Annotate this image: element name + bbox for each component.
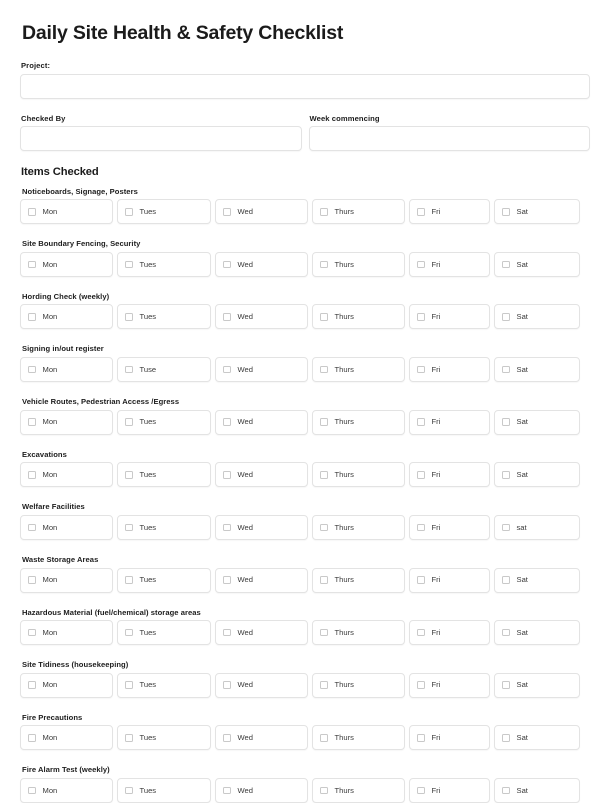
day-checkbox-cell[interactable] xyxy=(494,725,580,750)
checkbox-icon[interactable] xyxy=(320,366,328,374)
checkbox-icon[interactable] xyxy=(502,629,510,637)
day-label: Fri xyxy=(431,470,441,479)
day-checkbox-cell[interactable] xyxy=(312,304,405,329)
checkbox-icon[interactable] xyxy=(320,524,328,532)
day-checkbox-cell[interactable] xyxy=(494,410,580,435)
checkbox-icon[interactable] xyxy=(223,681,231,689)
day-label: Sat xyxy=(516,206,528,216)
day-checkbox-cell[interactable] xyxy=(494,778,580,803)
checkbox-icon[interactable] xyxy=(502,471,510,479)
checkbox-icon[interactable] xyxy=(320,576,328,584)
day-label: Wed xyxy=(237,312,253,322)
checkbox-icon[interactable] xyxy=(320,418,328,426)
day-checkbox-cell[interactable] xyxy=(312,673,405,698)
checkbox-icon[interactable] xyxy=(417,681,425,689)
day-cells xyxy=(20,673,590,698)
day-label: Wed xyxy=(237,680,253,690)
day-label: Mon xyxy=(42,312,58,322)
day-label: Fri xyxy=(431,575,441,585)
day-checkbox-cell[interactable] xyxy=(20,410,113,435)
day-checkbox-cell[interactable] xyxy=(312,778,405,803)
day-checkbox-cell[interactable] xyxy=(409,568,490,593)
day-label: Mon xyxy=(42,522,58,532)
checkbox-icon[interactable] xyxy=(125,471,133,479)
project-label: Project: xyxy=(21,61,51,71)
day-label: Thurs xyxy=(334,470,354,479)
day-checkbox-cell[interactable] xyxy=(312,410,405,435)
checkbox-icon[interactable] xyxy=(28,524,36,532)
day-checkbox-cell[interactable] xyxy=(117,515,211,540)
checklist-row xyxy=(20,555,590,593)
day-cells xyxy=(20,462,590,487)
day-label: Wed xyxy=(237,627,253,637)
day-label: Fri xyxy=(431,259,441,269)
checklist-row xyxy=(20,239,590,277)
checkbox-icon[interactable] xyxy=(28,629,36,637)
day-label: Tues xyxy=(139,470,157,479)
day-checkbox-cell[interactable] xyxy=(117,778,211,803)
checklist xyxy=(20,187,590,803)
day-checkbox-cell[interactable] xyxy=(494,304,580,329)
checkbox-icon[interactable] xyxy=(502,366,510,374)
day-checkbox-cell[interactable] xyxy=(215,725,308,750)
day-checkbox-cell[interactable] xyxy=(20,199,113,224)
day-label: Tues xyxy=(139,785,157,795)
day-checkbox-cell[interactable] xyxy=(215,778,308,803)
day-checkbox-cell[interactable] xyxy=(312,620,405,645)
day-checkbox-cell[interactable] xyxy=(409,462,490,487)
day-label: Sat xyxy=(516,575,528,585)
day-checkbox-cell[interactable] xyxy=(117,304,211,329)
day-checkbox-cell[interactable] xyxy=(117,620,211,645)
checkbox-icon[interactable] xyxy=(502,524,510,532)
checklist-row-label: Waste Storage Areas xyxy=(22,554,99,564)
day-checkbox-cell[interactable] xyxy=(215,304,308,329)
day-label: Thurs xyxy=(334,312,354,322)
day-cells xyxy=(20,410,590,435)
day-label: Tues xyxy=(139,522,157,532)
day-cells xyxy=(20,199,590,224)
day-label: Thurs xyxy=(334,522,354,532)
checkbox-icon[interactable] xyxy=(28,261,36,269)
day-label: Sat xyxy=(516,417,528,427)
checkbox-icon[interactable] xyxy=(125,261,133,269)
checkbox-icon[interactable] xyxy=(223,313,231,321)
day-checkbox-cell[interactable] xyxy=(409,778,490,803)
checkbox-icon[interactable] xyxy=(502,787,510,795)
day-checkbox-cell[interactable] xyxy=(312,357,405,382)
checklist-row xyxy=(20,502,590,540)
checkbox-icon[interactable] xyxy=(125,208,133,216)
checkbox-icon[interactable] xyxy=(417,313,425,321)
day-cells xyxy=(20,357,590,382)
checkbox-icon[interactable] xyxy=(223,576,231,584)
week-commencing-input[interactable] xyxy=(309,126,591,151)
day-checkbox-cell[interactable] xyxy=(494,515,580,540)
day-label: Sat xyxy=(516,364,528,374)
day-label: Thurs xyxy=(334,575,354,585)
checklist-row-label: Vehicle Routes, Pedestrian Access /Egress xyxy=(22,397,180,407)
day-checkbox-cell[interactable] xyxy=(409,199,490,224)
checkbox-icon[interactable] xyxy=(125,681,133,689)
checkbox-icon[interactable] xyxy=(502,418,510,426)
day-label: Fri xyxy=(431,417,441,427)
day-checkbox-cell[interactable] xyxy=(117,252,211,277)
day-checkbox-cell[interactable] xyxy=(494,568,580,593)
day-checkbox-cell[interactable] xyxy=(117,673,211,698)
checkbox-icon[interactable] xyxy=(320,313,328,321)
day-checkbox-cell[interactable] xyxy=(117,410,211,435)
day-label: Tues xyxy=(139,312,157,322)
day-checkbox-cell[interactable] xyxy=(312,568,405,593)
day-label: Tues xyxy=(139,733,157,743)
checkbox-icon[interactable] xyxy=(223,629,231,637)
day-label: Mon xyxy=(42,680,58,690)
checkbox-icon[interactable] xyxy=(125,313,133,321)
checkbox-icon[interactable] xyxy=(28,681,36,689)
checkbox-icon[interactable] xyxy=(320,734,328,742)
day-label: Thurs xyxy=(334,785,354,795)
checkbox-icon[interactable] xyxy=(417,471,425,479)
day-cells xyxy=(20,778,590,803)
day-checkbox-cell[interactable] xyxy=(117,462,211,487)
checkbox-icon[interactable] xyxy=(320,681,328,689)
checklist-row-label: Site Tidiness (housekeeping) xyxy=(22,660,129,670)
checkbox-icon[interactable] xyxy=(223,261,231,269)
checkbox-icon[interactable] xyxy=(417,576,425,584)
day-label: Sat xyxy=(516,680,528,690)
checkbox-icon[interactable] xyxy=(417,524,425,532)
checklist-row-label: Fire Precautions xyxy=(22,712,83,722)
day-checkbox-cell[interactable] xyxy=(117,725,211,750)
checklist-row-label: Site Boundary Fencing, Security xyxy=(22,239,141,249)
checkbox-icon[interactable] xyxy=(125,576,133,584)
checklist-row xyxy=(20,187,590,225)
meta-fields-row xyxy=(20,114,590,151)
day-checkbox-cell[interactable] xyxy=(494,357,580,382)
day-label: Mon xyxy=(42,470,58,479)
day-label: Thurs xyxy=(334,206,354,216)
checklist-row-label: Hording Check (weekly) xyxy=(22,291,110,301)
day-label: Mon xyxy=(42,417,58,427)
checkbox-icon[interactable] xyxy=(417,208,425,216)
day-checkbox-cell[interactable] xyxy=(117,568,211,593)
day-checkbox-cell[interactable] xyxy=(494,252,580,277)
checkbox-icon[interactable] xyxy=(28,366,36,374)
checklist-row xyxy=(20,765,590,803)
day-checkbox-cell[interactable] xyxy=(494,462,580,487)
day-checkbox-cell[interactable] xyxy=(20,778,113,803)
day-label: Fri xyxy=(431,680,441,690)
checkbox-icon[interactable] xyxy=(28,787,36,795)
day-checkbox-cell[interactable] xyxy=(215,199,308,224)
day-label: Sat xyxy=(516,627,528,637)
day-label: Thurs xyxy=(334,417,354,427)
checkbox-icon[interactable] xyxy=(417,787,425,795)
day-label: Tues xyxy=(139,680,157,690)
checkbox-icon[interactable] xyxy=(502,208,510,216)
day-checkbox-cell[interactable] xyxy=(312,252,405,277)
checked-by-label: Checked By xyxy=(21,113,66,123)
day-label: Thurs xyxy=(334,627,354,637)
checkbox-icon[interactable] xyxy=(223,366,231,374)
day-checkbox-cell[interactable] xyxy=(215,673,308,698)
day-label: Tues xyxy=(139,575,157,585)
day-label: Wed xyxy=(237,522,253,532)
day-label: Mon xyxy=(42,259,58,269)
day-label: Mon xyxy=(42,785,58,795)
day-label: Thurs xyxy=(334,259,354,269)
day-checkbox-cell[interactable] xyxy=(215,568,308,593)
checkbox-icon[interactable] xyxy=(28,418,36,426)
day-checkbox-cell[interactable] xyxy=(312,462,405,487)
checkbox-icon[interactable] xyxy=(223,418,231,426)
checkbox-icon[interactable] xyxy=(28,313,36,321)
checkbox-icon[interactable] xyxy=(125,734,133,742)
day-checkbox-cell[interactable] xyxy=(215,410,308,435)
day-checkbox-cell[interactable] xyxy=(20,725,113,750)
checked-by-input[interactable] xyxy=(20,126,302,151)
checklist-row xyxy=(20,713,590,751)
day-checkbox-cell[interactable] xyxy=(312,199,405,224)
day-checkbox-cell[interactable] xyxy=(117,357,211,382)
checklist-row-label: Excavations xyxy=(22,449,67,459)
checkbox-icon[interactable] xyxy=(125,418,133,426)
day-label: Wed xyxy=(237,417,253,427)
day-checkbox-cell[interactable] xyxy=(20,673,113,698)
checkbox-icon[interactable] xyxy=(320,471,328,479)
day-checkbox-cell[interactable] xyxy=(215,515,308,540)
week-commencing-field-group xyxy=(309,114,591,151)
checkbox-icon[interactable] xyxy=(125,629,133,637)
day-label: Sat xyxy=(516,470,528,479)
checklist-row xyxy=(20,292,590,330)
day-label: Thurs xyxy=(334,733,354,743)
day-cells xyxy=(20,515,590,540)
day-label: Fri xyxy=(431,522,441,532)
checkbox-icon[interactable] xyxy=(223,471,231,479)
checkbox-icon[interactable] xyxy=(223,524,231,532)
checkbox-icon[interactable] xyxy=(320,787,328,795)
checklist-row-label: Welfare Facilities xyxy=(22,502,85,512)
day-label: Wed xyxy=(237,259,253,269)
day-checkbox-cell[interactable] xyxy=(494,620,580,645)
checkbox-icon[interactable] xyxy=(28,471,36,479)
day-checkbox-cell[interactable] xyxy=(20,304,113,329)
day-checkbox-cell[interactable] xyxy=(20,568,113,593)
day-checkbox-cell[interactable] xyxy=(409,304,490,329)
day-label: Mon xyxy=(42,206,58,216)
day-checkbox-cell[interactable] xyxy=(215,357,308,382)
day-label: Fri xyxy=(431,785,441,795)
day-cells xyxy=(20,620,590,645)
day-label: Fri xyxy=(431,206,441,216)
day-label: Mon xyxy=(42,364,58,374)
day-checkbox-cell[interactable] xyxy=(312,515,405,540)
day-label: Fri xyxy=(431,733,441,743)
day-label: Tues xyxy=(139,206,157,216)
checkbox-icon[interactable] xyxy=(28,208,36,216)
day-label: Mon xyxy=(42,733,58,743)
day-label: Tues xyxy=(139,417,157,427)
checklist-row xyxy=(20,660,590,698)
day-checkbox-cell[interactable] xyxy=(409,673,490,698)
day-label: Sat xyxy=(516,259,528,269)
checkbox-icon[interactable] xyxy=(320,629,328,637)
checklist-row-label: Hazardous Material (fuel/chemical) storage areas xyxy=(22,607,201,617)
day-label: Tues xyxy=(139,259,157,269)
checkbox-icon[interactable] xyxy=(502,576,510,584)
checkbox-icon[interactable] xyxy=(320,208,328,216)
checkbox-icon[interactable] xyxy=(502,261,510,269)
day-checkbox-cell[interactable] xyxy=(215,462,308,487)
day-label: Mon xyxy=(42,627,58,637)
day-label: Wed xyxy=(237,470,253,479)
day-label: Mon xyxy=(42,575,58,585)
day-label: Fri xyxy=(431,364,441,374)
day-checkbox-cell[interactable] xyxy=(494,673,580,698)
checkbox-icon[interactable] xyxy=(223,734,231,742)
checkbox-icon[interactable] xyxy=(417,366,425,374)
checklist-row-label: Noticeboards, Signage, Posters xyxy=(22,186,138,196)
checkbox-icon[interactable] xyxy=(320,261,328,269)
day-label: Sat xyxy=(516,785,528,795)
checklist-row xyxy=(20,608,590,646)
checked-by-field-group xyxy=(20,114,302,151)
day-checkbox-cell[interactable] xyxy=(20,515,113,540)
day-cells xyxy=(20,725,590,750)
day-label: Fri xyxy=(431,312,441,322)
day-checkbox-cell[interactable] xyxy=(409,515,490,540)
checkbox-icon[interactable] xyxy=(125,366,133,374)
week-commencing-label: Week commencing xyxy=(309,113,380,123)
project-field-group xyxy=(20,61,590,98)
checkbox-icon[interactable] xyxy=(28,734,36,742)
day-label: Fri xyxy=(431,627,441,637)
checkbox-icon[interactable] xyxy=(417,734,425,742)
checkbox-icon[interactable] xyxy=(223,208,231,216)
day-checkbox-cell[interactable] xyxy=(20,620,113,645)
checkbox-icon[interactable] xyxy=(417,629,425,637)
day-cells xyxy=(20,304,590,329)
day-label: Wed xyxy=(237,206,253,216)
day-label: Wed xyxy=(237,785,253,795)
day-checkbox-cell[interactable] xyxy=(409,252,490,277)
day-label: Wed xyxy=(237,364,253,374)
day-label: Sat xyxy=(516,312,528,322)
day-cells xyxy=(20,252,590,277)
checkbox-icon[interactable] xyxy=(502,734,510,742)
day-checkbox-cell[interactable] xyxy=(117,199,211,224)
day-label: Tues xyxy=(139,627,157,637)
day-checkbox-cell[interactable] xyxy=(215,252,308,277)
day-checkbox-cell[interactable] xyxy=(409,620,490,645)
day-label: Wed xyxy=(237,575,253,585)
day-checkbox-cell[interactable] xyxy=(20,252,113,277)
checkbox-icon[interactable] xyxy=(223,787,231,795)
checklist-row xyxy=(20,344,590,382)
day-checkbox-cell[interactable] xyxy=(20,357,113,382)
day-checkbox-cell[interactable] xyxy=(409,357,490,382)
checkbox-icon[interactable] xyxy=(502,313,510,321)
day-label: Sat xyxy=(516,733,528,743)
day-checkbox-cell[interactable] xyxy=(312,725,405,750)
day-checkbox-cell[interactable] xyxy=(20,462,113,487)
day-checkbox-cell[interactable] xyxy=(494,199,580,224)
day-label: sat xyxy=(516,522,527,532)
day-checkbox-cell[interactable] xyxy=(215,620,308,645)
day-label: Wed xyxy=(237,733,253,743)
checkbox-icon[interactable] xyxy=(417,261,425,269)
checklist-row xyxy=(20,397,590,435)
page-title: Daily Site Health & Safety Checklist xyxy=(22,22,344,44)
project-input[interactable] xyxy=(20,74,590,99)
checklist-row-label: Signing in/out register xyxy=(22,344,104,354)
day-label: Thurs xyxy=(334,364,354,374)
day-checkbox-cell[interactable] xyxy=(409,410,490,435)
day-cells xyxy=(20,568,590,593)
checklist-row-label: Fire Alarm Test (weekly) xyxy=(22,765,110,775)
day-label: Thurs xyxy=(334,680,354,690)
items-checked-heading: Items Checked xyxy=(21,165,99,178)
checkbox-icon[interactable] xyxy=(417,418,425,426)
day-checkbox-cell[interactable] xyxy=(409,725,490,750)
day-label: Tuse xyxy=(139,364,157,374)
checkbox-icon[interactable] xyxy=(125,524,133,532)
checklist-row xyxy=(20,450,590,488)
checkbox-icon[interactable] xyxy=(125,787,133,795)
checkbox-icon[interactable] xyxy=(502,681,510,689)
checkbox-icon[interactable] xyxy=(28,576,36,584)
